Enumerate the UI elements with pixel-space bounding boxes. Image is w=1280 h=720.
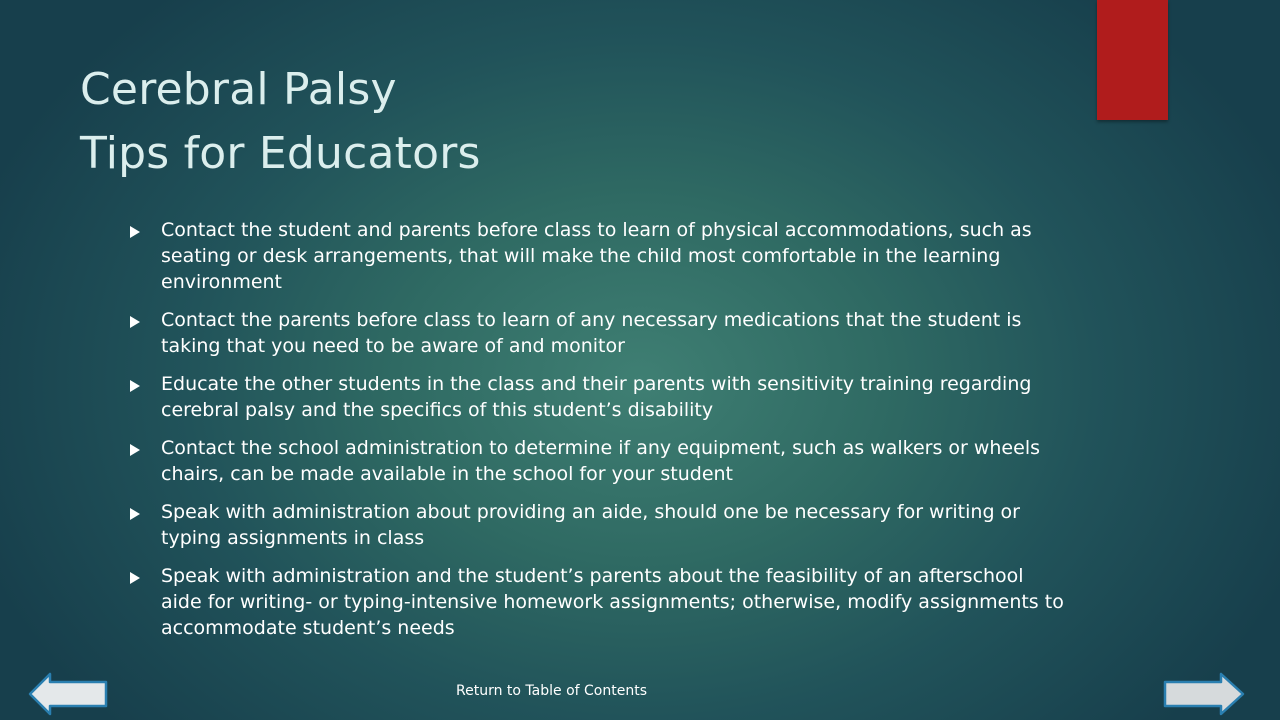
back-arrow-icon <box>28 672 108 716</box>
list-item-text: Contact the school administration to determine if any equipment, such as walkers or wheels chairs, can be made available in the school for your student <box>161 437 1040 485</box>
slide-title-line-1: Cerebral Palsy <box>80 64 397 115</box>
next-slide-button[interactable] <box>1163 672 1245 716</box>
triangle-bullet-icon <box>130 572 140 584</box>
triangle-bullet-icon <box>130 380 140 392</box>
list-item-text: Speak with administration and the student’s parents about the feasibility of an afterschool aide for writing- or typing-intensive homework assignments; otherwise, modify assignments to accommodate student’s needs <box>161 565 1064 639</box>
triangle-bullet-icon <box>130 508 140 520</box>
list-item <box>130 499 1070 551</box>
slide-title-line-2: Tips for Educators <box>80 128 481 179</box>
list-item-text: Contact the parents before class to learn of any necessary medications that the student is taking that you need to be aware of and monitor <box>161 309 1022 357</box>
list-item <box>130 435 1070 487</box>
accent-bar <box>1097 0 1168 120</box>
triangle-bullet-icon <box>130 444 140 456</box>
previous-slide-button[interactable] <box>28 672 108 716</box>
tips-list <box>130 217 1070 653</box>
triangle-bullet-icon <box>130 226 140 238</box>
forward-arrow-icon <box>1163 672 1245 716</box>
slide-title <box>80 58 980 186</box>
list-item-text: Educate the other students in the class and their parents with sensitivity training regarding cerebral palsy and the specifics of this student’s disability <box>161 373 1032 421</box>
return-to-toc-link[interactable]: Return to Table of Contents <box>456 683 647 699</box>
list-item <box>130 563 1070 641</box>
list-item-text: Contact the student and parents before class to learn of physical accommodations, such as seating or desk arrangements, that will make the child most comfortable in the learning environment <box>161 219 1032 293</box>
triangle-bullet-icon <box>130 316 140 328</box>
list-item <box>130 371 1070 423</box>
list-item-text: Speak with administration about providing an aide, should one be necessary for writing or typing assignments in class <box>161 501 1020 549</box>
list-item <box>130 307 1070 359</box>
list-item <box>130 217 1070 295</box>
